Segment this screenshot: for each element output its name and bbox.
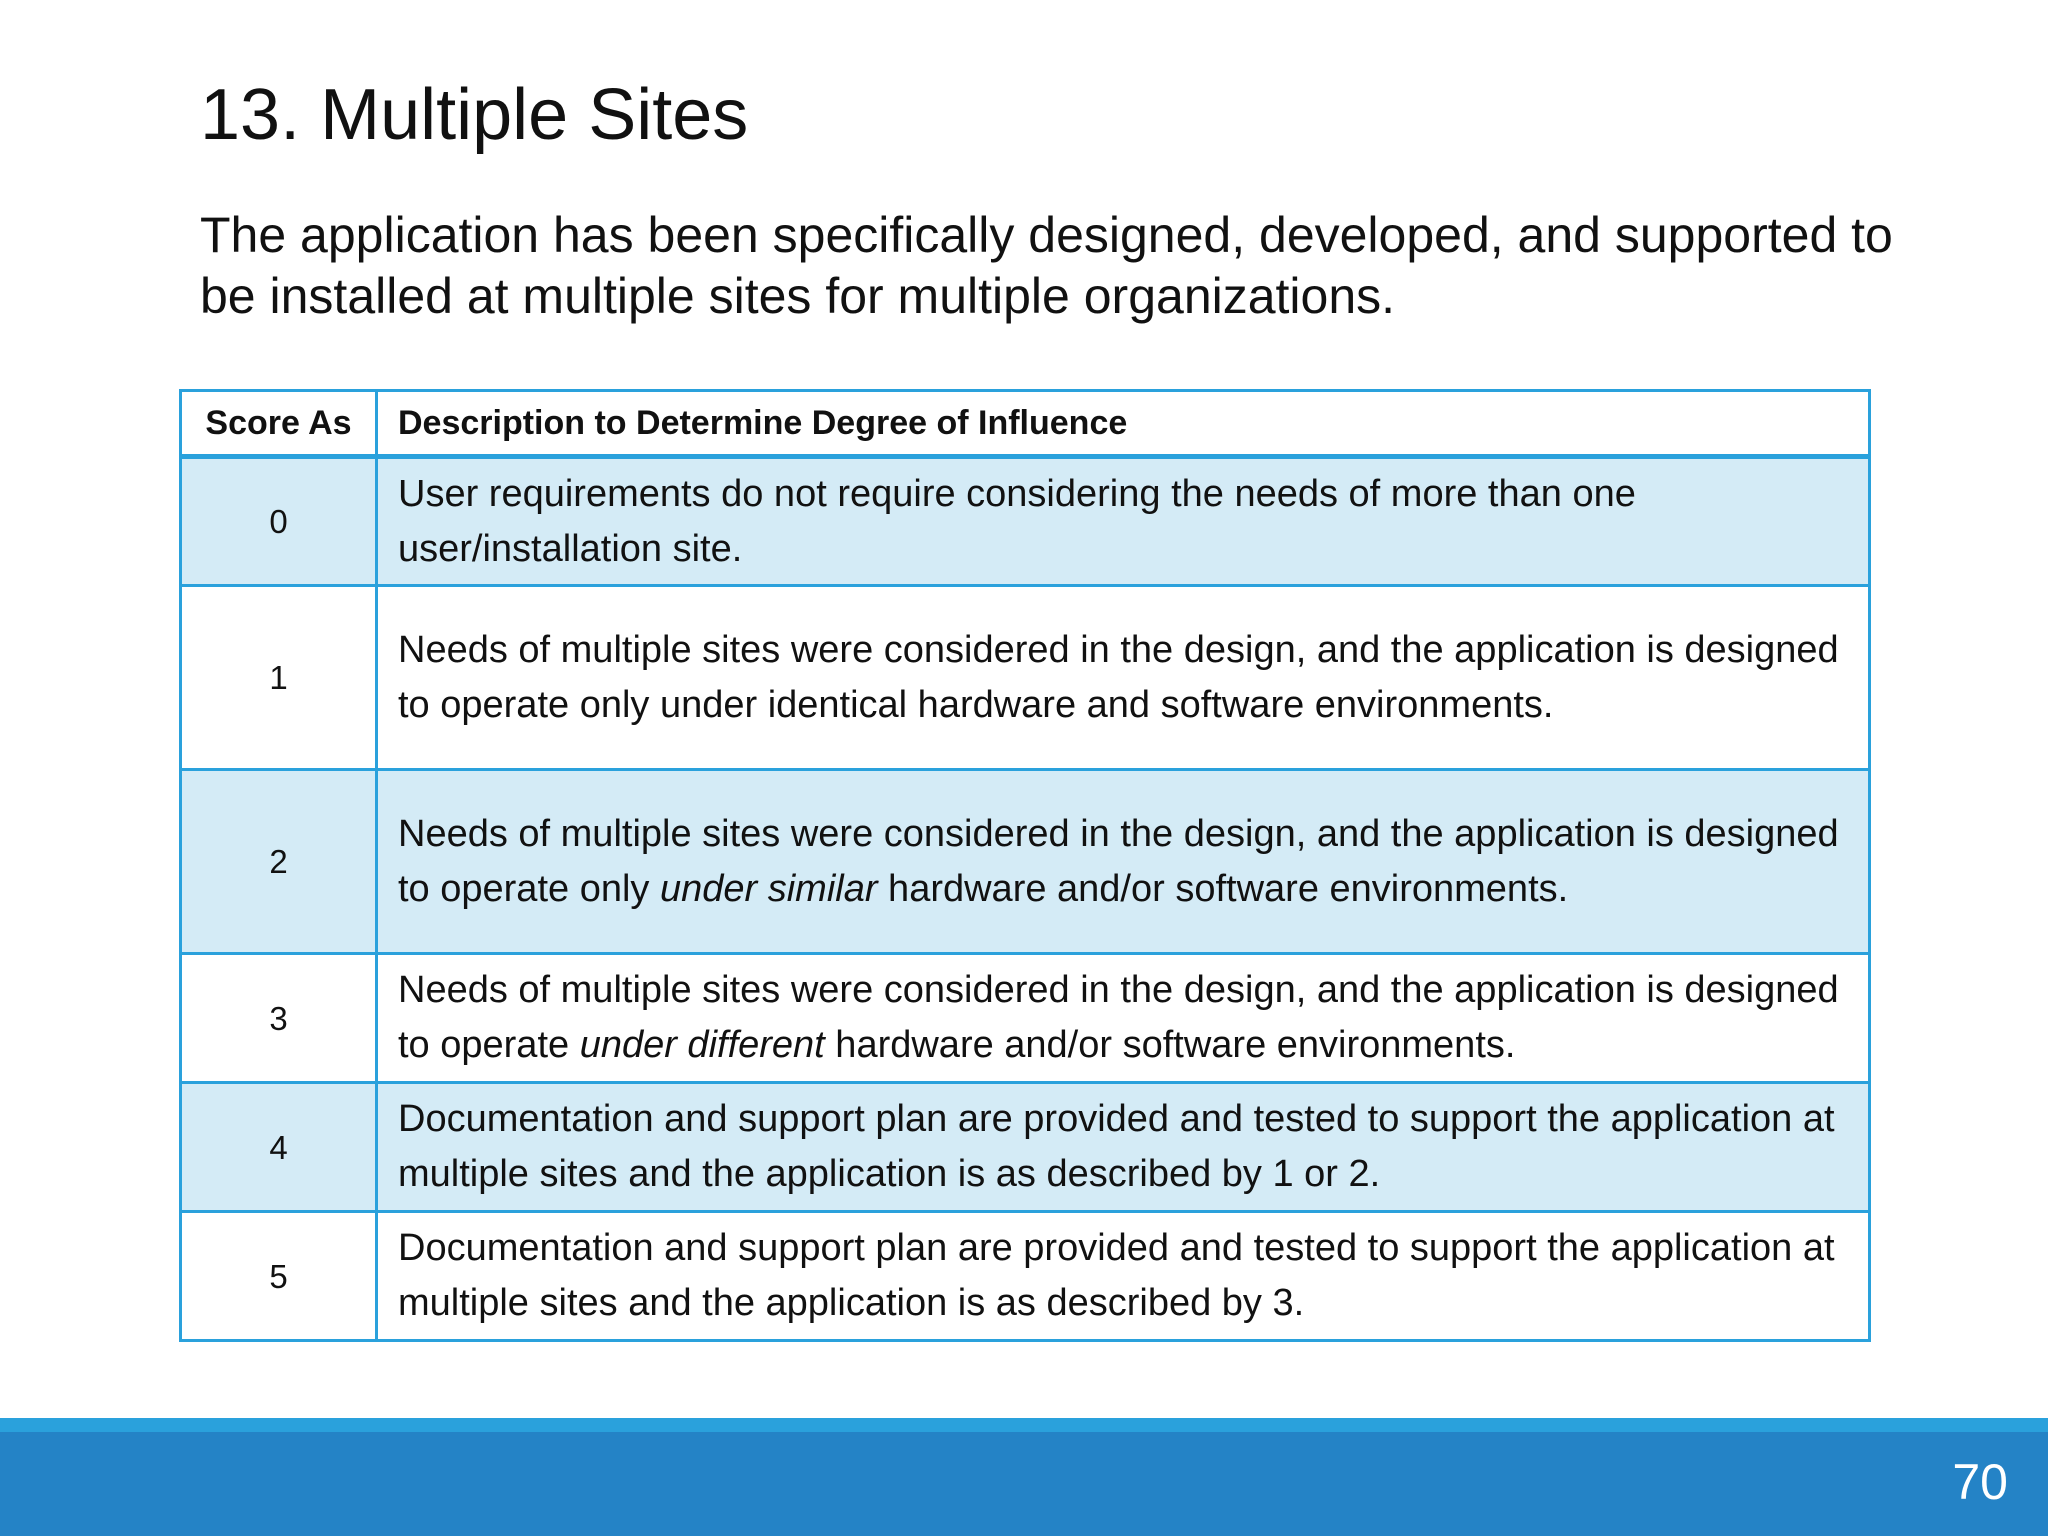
score-cell: 4 [181, 1083, 377, 1212]
description-cell: User requirements do not require considering the needs of more than one user/installation site. [377, 457, 1870, 586]
score-cell: 2 [181, 770, 377, 954]
table-row [181, 770, 1870, 954]
description-emphasis: under similar [659, 867, 878, 910]
slide-title: 13. Multiple Sites [200, 75, 749, 155]
description-text: Needs of multiple sites were considered in the design, and the application is designed to operate [398, 969, 1839, 1066]
table-row [181, 457, 1870, 586]
description-cell: Documentation and support plan are provided and tested to support the application at multiple sites and the application is as described by 3. [377, 1212, 1870, 1341]
table-header-row [181, 391, 1870, 457]
influence-table [179, 389, 1871, 1342]
score-cell: 5 [181, 1212, 377, 1341]
influence-table-container [179, 389, 1871, 1342]
slide-subtitle: The application has been specifically designed, developed, and supported to be installed at multiple sites for multiple organizations. [200, 207, 1893, 324]
footer-bar [0, 1432, 2048, 1536]
description-text: hardware and/or software environments. [877, 867, 1569, 910]
score-cell: 0 [181, 457, 377, 586]
table-row [181, 1083, 1870, 1212]
score-cell: 1 [181, 586, 377, 770]
description-text: hardware and/or software environments. [824, 1024, 1516, 1066]
description-emphasis: under different [579, 1024, 825, 1066]
footer-accent-stripe [0, 1418, 2048, 1432]
description-cell [377, 770, 1870, 954]
table-row [181, 586, 1870, 770]
score-cell: 3 [181, 954, 377, 1083]
description-cell: Needs of multiple sites were considered in the design, and the application is designed to operate only under identical hardware and software environments. [377, 586, 1870, 770]
table-row [181, 954, 1870, 1083]
header-description: Description to Determine Degree of Influence [377, 391, 1870, 457]
description-text: Needs of multiple sites were considered in the design, and the application is designed to operate only [398, 812, 1839, 910]
description-cell [377, 954, 1870, 1083]
slide-number: 70 [1952, 1454, 2008, 1510]
header-score-as: Score As [181, 391, 377, 457]
table-row [181, 1212, 1870, 1341]
description-cell: Documentation and support plan are provided and tested to support the application at multiple sites and the application is as described by 1 or 2. [377, 1083, 1870, 1212]
